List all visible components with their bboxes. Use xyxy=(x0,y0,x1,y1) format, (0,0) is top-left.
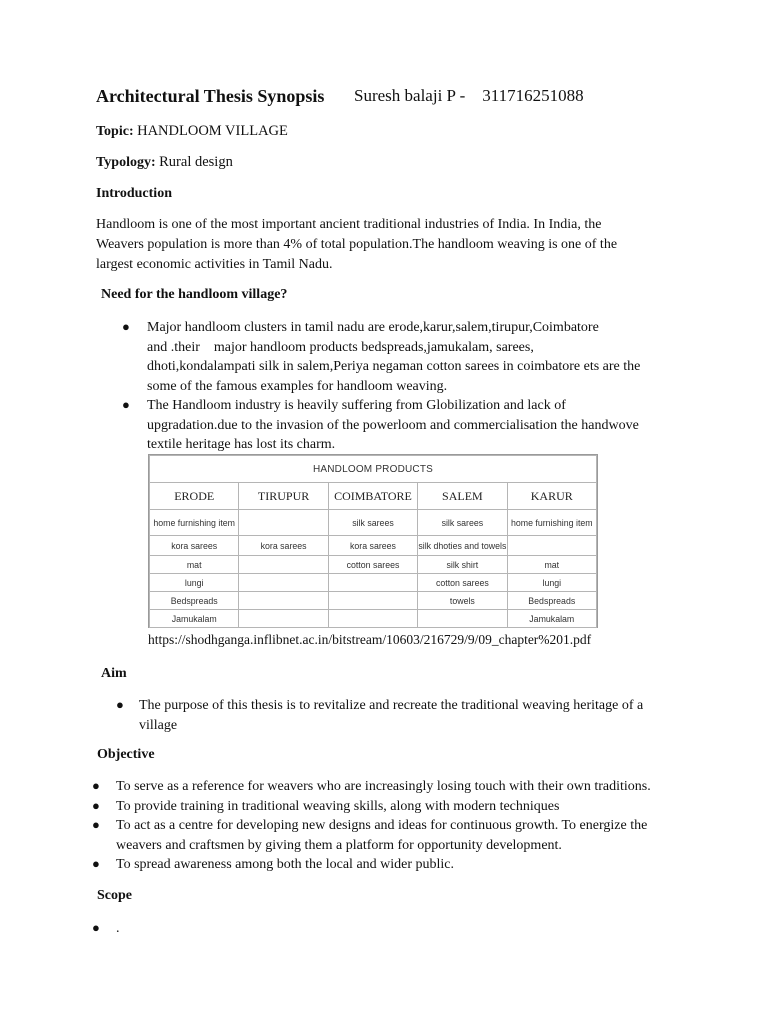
intro-line: Weavers population is more than 4% of total population.The handloom weaving is one of the xyxy=(96,237,618,252)
table-cell: silk shirt xyxy=(418,556,507,574)
bullet-dot: ● xyxy=(122,397,130,412)
table-cell xyxy=(418,610,507,628)
bullet-line: . xyxy=(116,921,120,936)
handloom-products-table xyxy=(148,454,598,628)
table-cell: mat xyxy=(507,556,596,574)
bullet-line: weavers and craftsmen by giving them a platform for opportunity development. xyxy=(116,837,562,853)
table-cell xyxy=(239,592,328,610)
column-header: TIRUPUR xyxy=(239,483,328,510)
bullet-line: and .their major handloom products bedspreads,jamukalam, sarees, xyxy=(147,339,534,355)
table-cell: lungi xyxy=(150,574,239,592)
table-row xyxy=(150,592,597,610)
list-item xyxy=(114,696,714,735)
table-cell: kora sarees xyxy=(239,536,328,556)
table-cell xyxy=(328,592,417,610)
bullet-dot: ● xyxy=(92,778,100,793)
table-cell: Bedspreads xyxy=(507,592,596,610)
bullet-dot: ● xyxy=(92,817,100,832)
table-cell xyxy=(507,536,596,556)
table-row xyxy=(150,556,597,574)
table-cell: home furnishing item xyxy=(507,510,596,536)
scope-list xyxy=(90,919,720,939)
table-cell: lungi xyxy=(507,574,596,592)
typology-label: Typology: xyxy=(96,155,156,170)
topic-line xyxy=(96,123,288,140)
list-item xyxy=(90,816,720,855)
typology-value: Rural design xyxy=(159,154,233,170)
need-heading: Need for the handloom village? xyxy=(101,287,288,302)
bullet-text xyxy=(116,777,720,797)
bullet-dot: ● xyxy=(116,697,124,712)
bullet-line: The Handloom industry is heavily suffering from Globilization and lack of xyxy=(147,398,566,413)
bullet-text xyxy=(139,696,714,735)
page-title: Architectural Thesis Synopsis xyxy=(96,86,325,106)
objective-list xyxy=(90,777,720,875)
bullet-line: dhoti,kondalampati silk in salem,Periya negaman cotton sarees in coimbatore ets are the xyxy=(147,359,641,374)
column-header: ERODE xyxy=(150,483,239,510)
table-cell: Jamukalam xyxy=(507,610,596,628)
list-item xyxy=(90,855,720,875)
table-caption: HANDLOOM PRODUCTS xyxy=(150,456,597,483)
bullet-line: village xyxy=(139,717,178,733)
table-cell: towels xyxy=(418,592,507,610)
bullet-text xyxy=(116,855,720,875)
aim-list xyxy=(114,696,714,735)
table-row xyxy=(150,510,597,536)
table-header-row xyxy=(150,483,597,510)
bullet-dot: ● xyxy=(92,797,100,813)
topic-label: Topic: xyxy=(96,124,134,139)
bullet-line: upgradation.due to the invasion of the powerloom and commercialisation the handwove xyxy=(147,417,639,433)
table-cell xyxy=(328,610,417,628)
bullet-text xyxy=(116,919,720,939)
scope-heading: Scope xyxy=(97,888,132,903)
table-cell: kora sarees xyxy=(328,536,417,556)
list-item xyxy=(90,797,720,817)
bullet-dot: ● xyxy=(92,920,100,935)
table-cell: silk sarees xyxy=(418,510,507,536)
table-cell: Bedspreads xyxy=(150,592,239,610)
table-row xyxy=(150,610,597,628)
column-header: SALEM xyxy=(418,483,507,510)
aim-heading: Aim xyxy=(101,666,127,681)
table-cell: kora sarees xyxy=(150,536,239,556)
bullet-line: Major handloom clusters in tamil nadu are erode,karur,salem,tirupur,Coimbatore xyxy=(147,320,599,335)
need-list xyxy=(120,318,720,455)
table-cell xyxy=(239,574,328,592)
source-link[interactable]: https://shodhganga.inflibnet.ac.in/bitstream/10603/216729/9/09_chapter%201.pdf xyxy=(148,632,592,647)
table-cell: cotton sarees xyxy=(418,574,507,592)
bullet-dot: ● xyxy=(92,856,100,871)
bullet-text xyxy=(116,797,720,817)
bullet-line: textile heritage has lost its charm. xyxy=(147,437,336,452)
introduction-paragraph xyxy=(96,215,686,275)
table-row xyxy=(150,574,597,592)
bullet-line: To spread awareness among both the local and wider public. xyxy=(116,857,455,872)
list-item xyxy=(120,318,720,396)
bullet-text xyxy=(116,816,720,855)
column-header: COIMBATORE xyxy=(328,483,417,510)
objective-heading: Objective xyxy=(97,747,155,762)
bullet-line: To act as a centre for developing new designs and ideas for continuous growth. To energize the xyxy=(116,818,648,833)
list-item xyxy=(90,777,720,797)
bullet-text xyxy=(147,396,720,455)
table-cell xyxy=(239,556,328,574)
table-cell: mat xyxy=(150,556,239,574)
intro-line: Handloom is one of the most important ancient traditional industries of India. In India, the xyxy=(96,217,602,232)
table-cell xyxy=(328,574,417,592)
bullet-dot: ● xyxy=(122,319,130,334)
author-line: Suresh balaji P - 311716251088 xyxy=(354,86,584,105)
column-header: KARUR xyxy=(507,483,596,510)
table-cell: silk sarees xyxy=(328,510,417,536)
typology-line xyxy=(96,154,233,171)
intro-line: largest economic activities in Tamil Nadu. xyxy=(96,257,333,272)
table-cell: cotton sarees xyxy=(328,556,417,574)
table-cell: Jamukalam xyxy=(150,610,239,628)
bullet-line: The purpose of this thesis is to revitalize and recreate the traditional weaving heritage of a xyxy=(139,698,644,713)
bullet-line: To provide training in traditional weaving skills, along with modern techniques xyxy=(116,798,560,814)
bullet-line: To serve as a reference for weavers who are increasingly losing touch with their own traditions. xyxy=(116,779,651,794)
table-cell: home furnishing item xyxy=(150,510,239,536)
bullet-line: some of the famous examples for handloom weaving. xyxy=(147,378,448,394)
topic-value: HANDLOOM VILLAGE xyxy=(137,123,288,139)
bullet-text xyxy=(147,318,720,396)
list-item xyxy=(120,396,720,455)
list-item xyxy=(90,919,720,939)
table-cell xyxy=(239,610,328,628)
table-row xyxy=(150,536,597,556)
table-cell xyxy=(239,510,328,536)
table-cell: silk dhoties and towels xyxy=(418,536,507,556)
introduction-heading: Introduction xyxy=(96,186,172,201)
